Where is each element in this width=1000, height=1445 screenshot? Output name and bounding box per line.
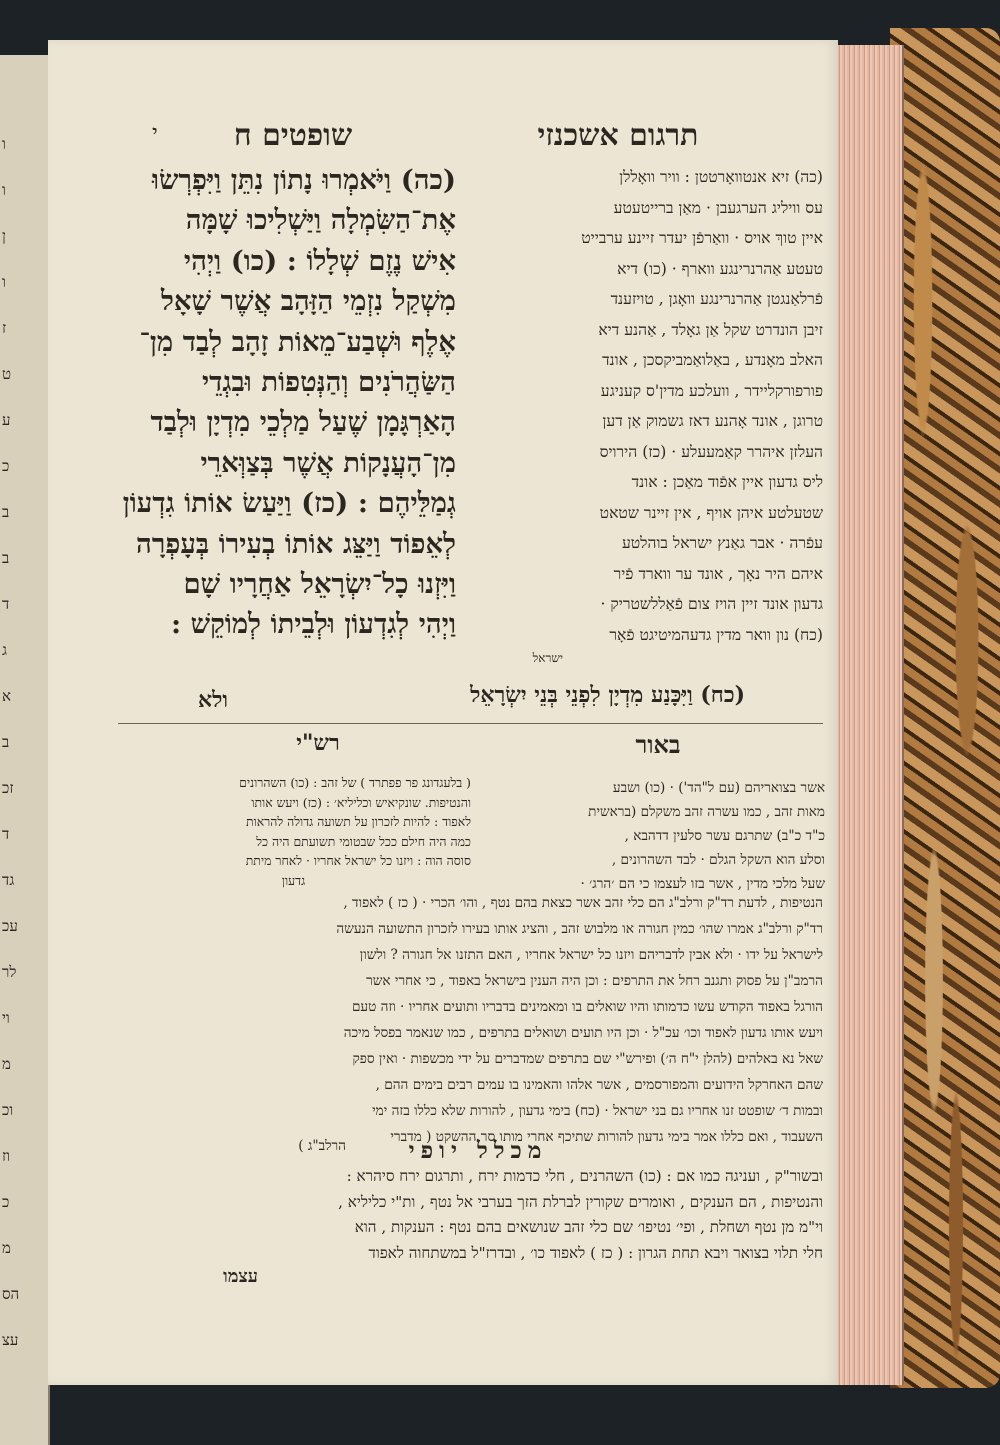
biur-full-line: הורגל באפוד הקודש עשו כדמותו והיו שואלים בו ומאמינים בדבריו ותועים אחריו · וזה טעם: [351, 999, 823, 1015]
catchword-top: ולא: [197, 687, 228, 713]
biur-line: מאות זהב , כמו עשרה זהב משקלם (בראשית: [588, 804, 825, 820]
bible-line: מִן־הָעֲנָקוֹת אֲשֶׁר בְּצַוְּארֵי: [200, 446, 456, 479]
targum-line: טרוגן , אונד אָהנע דאז גשמוק אַן דען: [602, 412, 823, 430]
michlal-line: חלי תלוי בצואר ויבא תחת הגרון : ( כז ) לאפוד כו׳ , ובדרז"ל במשתחוה לאפוד: [368, 1243, 823, 1262]
left-page-fragment: ב: [2, 503, 10, 521]
left-page-fragment: ט: [2, 365, 12, 383]
targum-line: זיבן הונדרט שקל אַן גאָלד , אַהנע דיא: [598, 320, 823, 339]
biur-line: אשר בצואריהם (עם ל"הד') · (כו) ושבע: [612, 780, 825, 796]
left-page-fragment: ג: [2, 641, 7, 659]
biur-full-line: שאל נא באלהים (להלן י"ח ה׳) ופירש"י שם בתרפים שמדברים על ידי מכשפות · ואין ספק: [352, 1051, 823, 1067]
section-title-michlal-yofi: מכלל יופי: [408, 1137, 548, 1164]
right-page: [48, 40, 838, 1385]
section-title-biur: באור: [635, 730, 681, 759]
left-page-fragment: כ: [2, 1193, 10, 1211]
left-page-fragment: עצ: [2, 1331, 19, 1349]
biur-line: וסלע הוא השקל הגלם · לבד השהרונים ,: [611, 852, 825, 868]
running-head-left: שופטים ח: [233, 118, 353, 153]
targum-line: טעטע אַהרנרינגע ווארף · (כו) דיא: [617, 259, 823, 278]
bible-line: גְמַלֵּיהֶם : (כז) וַיַּעַשׂ אוֹתוֹ גִדְעוֹן: [122, 487, 456, 520]
biur-full-line: השעבוד , ואם כללו אמר בימי גדעון להורות שתיכף אחרי מותו סר ההשקט ( מדברי: [390, 1129, 823, 1145]
biur-full-line: הרמב"ן על פסוק ותגנב רחל את התרפים : וכן היה הענין בישראל באפוד , כי אחרי אשר: [366, 973, 823, 989]
rashi-line: גדעון: [281, 872, 306, 888]
targum-line: פורפורקליידר , וועלכע מדין'ס קעניגע: [600, 381, 823, 400]
bible-line: וַיְהִי לְגִדְעוֹן וּלְבֵיתוֹ לְמוֹקֵשׁ :: [170, 608, 456, 641]
michlal-yofi-column: [116, 1164, 823, 1266]
bible-line: הַשַּׂהֲרֹנִים וְהַנְּטִפוֹת וּבִגְדֵי: [201, 366, 456, 399]
targum-line: ישראל: [532, 651, 563, 665]
bible-line: הָאַרְגָּמָן שֶׁעַל מַלְכֵי מִדְיָן וּלְבַד: [150, 406, 456, 439]
left-page-fragment: לר: [2, 963, 17, 981]
section-title-rashi: רש"י: [296, 730, 340, 756]
bible-line: (כה) וַיֹּאמְרוּ נָתוֹן נִתֵּן וַיִּפְרְשׂוּ: [151, 164, 456, 196]
bible-line: מִשְׁקַל נִזְמֵי הַזָּהָב אֲשֶׁר שָׁאָל: [161, 285, 456, 318]
rashi-line: לאפוד : להיות לזכרון על תשועה גדולה להראות: [246, 814, 471, 829]
left-page-fragment: מ: [2, 1239, 11, 1257]
left-page-fragment: זכ: [2, 779, 14, 797]
rashi-line: והנטיפות. שונקיאיש וכליליא׳ : (כז) ויעש אותו: [251, 794, 471, 810]
bible-line: אִישׁ נֶזֶם שְׁלָלוֹ : (כו) וַיְהִי: [183, 244, 456, 277]
targum-line: (כח) נון וואר מדין גדעהמיטיגט פֿאָר: [609, 625, 823, 644]
left-page-fragment: ב: [2, 549, 10, 567]
left-page-fragment: ו: [2, 181, 6, 199]
targum-line: (כה) זיא אנטוואָרטטן : וויר וואָללן: [619, 168, 823, 186]
left-page-edge: [0, 55, 50, 1445]
targum-line: פֿרלאַנגטן אַהרנרינגע וואָגן , טויזענד: [610, 290, 823, 308]
biur-line: שעל מלכי מדין , אשר בזו לעצמו כי הם ׳הרג׳ ·: [580, 876, 825, 892]
targum-line: עפֿרה · אבר גאַנץ ישראל בוהלטע: [621, 534, 823, 552]
rashi-column: [116, 773, 471, 890]
targum-line: איין טוךְ אויס · וואַרפֿן יעדר זיינע ערבייט: [581, 229, 823, 247]
biur-full-line: ובמות ד׳ שופטט זנו אחריו גם בני ישראל · (כח) בימי גדעון , להורות שלא כללו בזה ימי: [372, 1103, 823, 1119]
michlal-line: והנטיפות , הם הענקים , ואומרים שקורין לברלת הזך בערבי אל נטף , ות"י כליליא ,: [338, 1192, 823, 1211]
targum-line: העלזן איהרר קאַמעעלע · (כז) הירויס: [599, 442, 823, 461]
biur-full-width: [116, 890, 823, 1150]
bible-line: אֶלֶף וּשְׁבַע־מֵאוֹת זָהָב לְבַד מִן־: [139, 325, 456, 358]
left-page-fragment: ע: [2, 411, 11, 429]
targum-line: עס וויליג הערגעבן · מאַן ברייטעטע: [613, 198, 823, 217]
targum-line: שטעלטע איהן אויף , אין זיינר שטאט: [599, 503, 823, 522]
biur-column: [480, 776, 825, 896]
biur-source-ref: הרלב"ג ): [298, 1138, 346, 1154]
left-page-fragment: הס: [2, 1285, 20, 1303]
bible-column: [116, 160, 456, 645]
verse-28-line: (כח) וַיִּכָּנַע מִדְיָן לִפְנֵי בְּנֵי יִשְׂרָאֵל: [470, 682, 745, 708]
marbled-cover: [890, 28, 1000, 1388]
michlal-line: ובשור"ק , ועניגה כמו אם : (כו) השהרנים , חלי כדמות ירח , ותרגום ירח סיהרא :: [346, 1167, 823, 1185]
biur-line: כ"ד כ"ב) שתרגם עשר סלעין דדהבא ,: [624, 828, 825, 844]
page-edges: [832, 45, 904, 1385]
targum-column: [478, 162, 823, 666]
targum-line: האלב מאָנדע , באַלואַמביקסכן , אונד: [602, 351, 823, 369]
left-page-fragment: מ: [2, 1055, 11, 1073]
rashi-line: ( בלעגדונג פר פפתרד ) של זהב : (כו) השהרונים: [239, 775, 471, 790]
left-page-fragment: א: [2, 687, 12, 705]
left-page-fragment: וכ: [2, 1101, 14, 1119]
left-page-fragment: ן: [2, 227, 6, 245]
bible-line: וַיִּזְנוּ כָל־יִשְׂרָאֵל אַחֲרָיו שָׁם: [183, 568, 456, 601]
targum-line: ליס גדעון איין אפֿוד מאַכן : אונד: [631, 473, 823, 491]
bible-line: אֶת־הַשִּׂמְלָה וַיַּשְׁלִיכוּ שָׁמָּה: [185, 204, 456, 237]
biur-full-line: ויעש אותו גדעון לאפוד וכו׳ עכ"ל · וכן היו תועים ושואלים בתרפים , כמו שנאמר בפסל מיכה: [343, 1025, 823, 1041]
biur-full-line: שהם האחרקל הידועים והמפורסמים , אשר אלהו והאמינו בו עמים רבים בימים ההם ,: [375, 1077, 823, 1093]
biur-full-line: רד"ק ורלב"ג אמרו שהו׳ כמין חגורה או מלבוש זהב , והציג אותו בעירו לזכרון התשועה הנעשה: [336, 921, 823, 937]
left-page-fragment: וי: [2, 1009, 10, 1027]
biur-full-line: הנטיפות , לדעת רד"ק ורלב"ג הם כלי זהב אשר כצאת בהם נטף , והו׳ הכרי · ( כז ) לאפוד ,: [343, 895, 823, 911]
section-divider: [118, 723, 823, 724]
left-page-fragment: ז: [2, 319, 7, 337]
left-page-fragment: ד: [2, 825, 10, 843]
left-page-fragment: כ: [2, 457, 10, 475]
left-page-fragment: ו: [2, 273, 6, 291]
rashi-line: כמה היה חילם ככל שבטומי תשועתם היה כל: [256, 833, 471, 849]
running-head-right: תרגום אשכנזי: [537, 118, 699, 153]
left-page-fragment: ד: [2, 595, 10, 613]
targum-line: גדעון אונד זיין הויז צום פֿאַללשטריק ·: [600, 595, 823, 613]
targum-line: איהם היר נאָך , אונד ער ווארד פֿיר: [613, 564, 823, 583]
rashi-line: סוסה הוה : ויזנו כל ישראל אחריו · לאחר מיתת: [245, 853, 471, 868]
catchword-bottom: עצמו: [223, 1266, 258, 1287]
michlal-line: וי"מ מן נטף ושחלת , ופי׳ נטיפו׳ שם כלי זהב שנושאים בהם נטף : הענקות , הוא: [354, 1218, 823, 1236]
left-page-fragment: גד: [2, 871, 15, 889]
running-head-mark: י: [152, 121, 158, 146]
biur-full-line: לישראל על ידו · ולא אבין לדבריהם ויזנו כל ישראל אחריו , האם התזנו אל חגורה ? ולשון: [359, 947, 823, 963]
left-page-fragment: וז: [2, 1147, 11, 1165]
bible-line: לְאֵפוֹד וַיַּצֵּג אוֹתוֹ בְעִירוֹ בְּעָפְרָה: [136, 527, 456, 560]
left-page-fragment: ו: [2, 135, 6, 153]
left-page-fragment: עכ: [2, 917, 18, 935]
left-page-fragment: ב: [2, 733, 10, 751]
